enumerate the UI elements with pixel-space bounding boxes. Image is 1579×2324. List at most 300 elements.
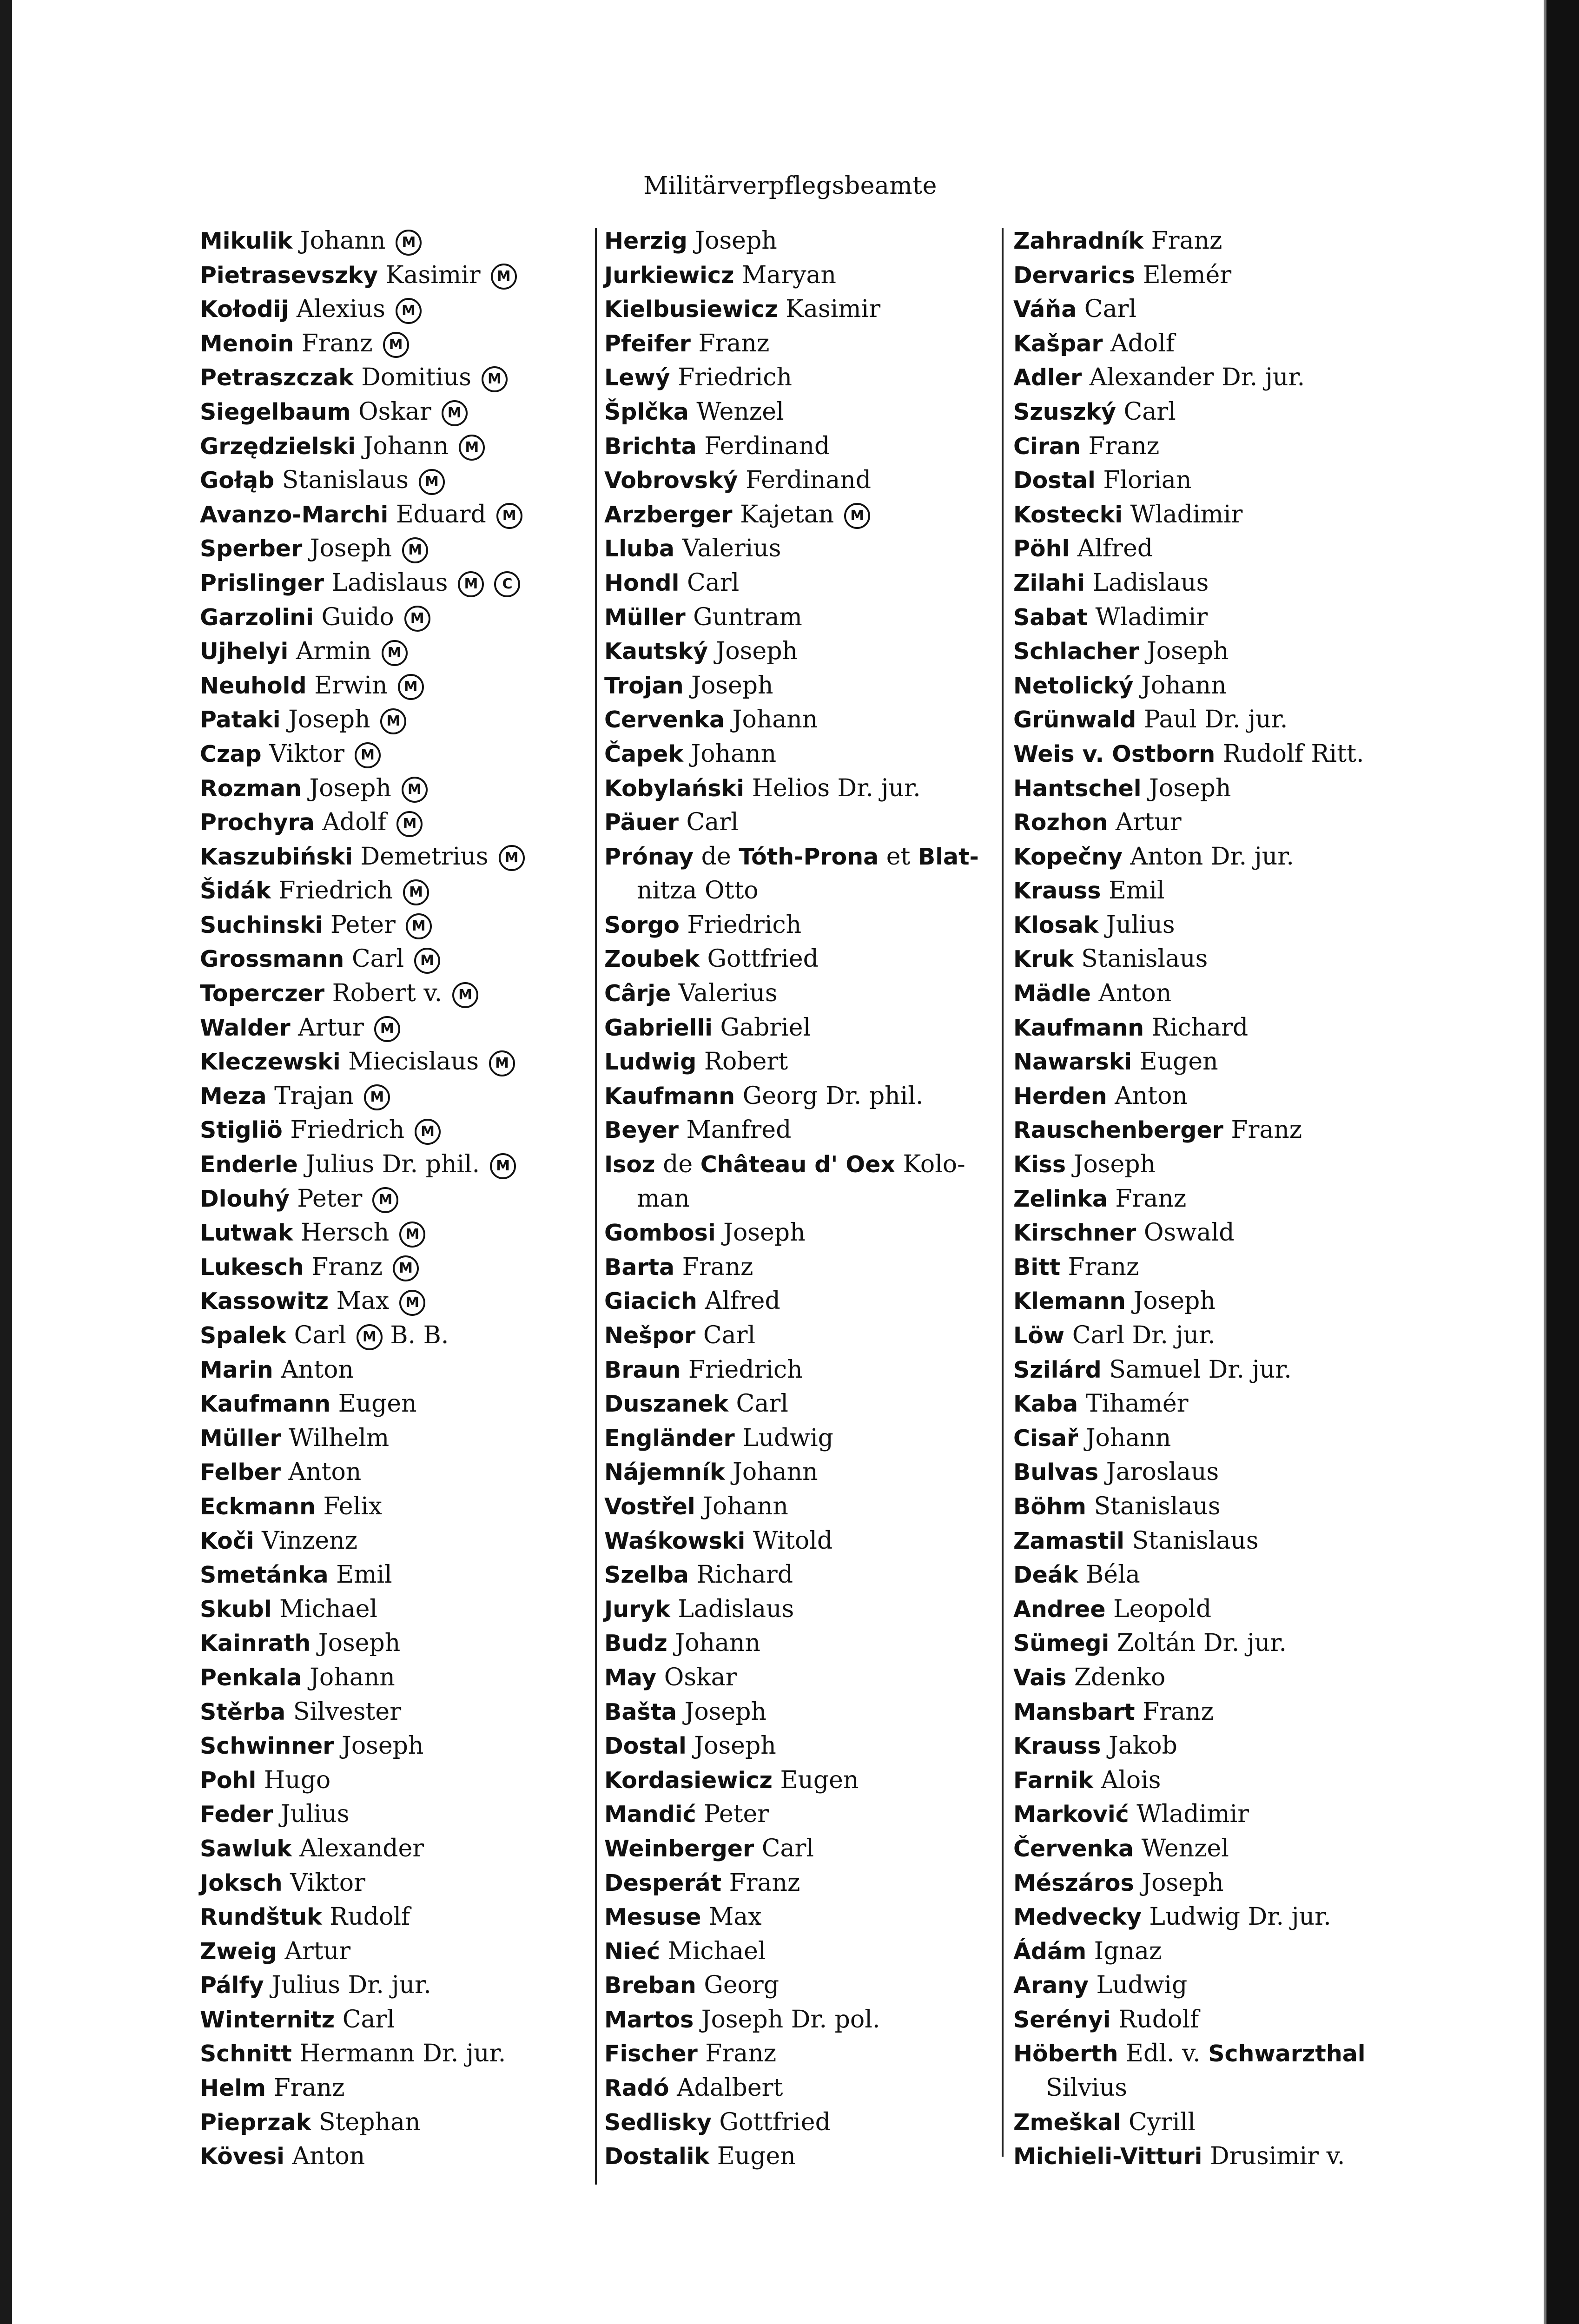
surname: Bulvas (1013, 1459, 1099, 1486)
list-entry (200, 1763, 600, 1798)
given-name: Ferdinand (704, 432, 830, 460)
given-name: Valerius (682, 535, 781, 563)
given-name: Miecislaus (348, 1048, 479, 1076)
given-name: Helios Dr. jur. (752, 774, 921, 802)
list-entry (200, 1524, 600, 1558)
list-entry (1013, 1490, 1432, 1524)
surname: Hantschel (1013, 775, 1142, 802)
list-entry (200, 224, 600, 258)
given-name: Franz (705, 2040, 777, 2068)
list-entry (604, 2071, 1004, 2106)
surname: Rauschenberger (1013, 1117, 1223, 1144)
list-entry (200, 498, 600, 532)
list-entry (200, 361, 600, 395)
given-name: Elemér (1143, 261, 1232, 289)
surname: Jurkiewicz (604, 262, 734, 289)
surname: Skubl (200, 1596, 272, 1623)
given-name: Carl (1123, 397, 1176, 426)
list-entry (200, 463, 600, 498)
given-name: Joseph (1146, 637, 1229, 666)
list-entry (1013, 772, 1432, 806)
given-name: Anton (292, 2142, 365, 2171)
list-entry (1013, 566, 1432, 601)
surname: Neuhold (200, 672, 307, 699)
list-entry (200, 601, 600, 635)
given-name: Johann (732, 706, 818, 734)
list-entry (200, 1387, 600, 1421)
surname: Blat- (918, 843, 979, 870)
surname: Meza (200, 1083, 267, 1109)
given-name: Kasimir (786, 295, 881, 324)
given-name: Franz (1151, 227, 1222, 255)
given-name: Carl (1084, 295, 1137, 324)
circled-m-icon: M (415, 1119, 441, 1145)
surname: Bašta (604, 1698, 677, 1725)
surname: Prónay (604, 843, 694, 870)
given-name: Johann (703, 1492, 788, 1520)
given-name: Adalbert (677, 2074, 783, 2102)
circled-m-icon: M (364, 1084, 390, 1110)
surname: Herzig (604, 228, 687, 254)
list-entry (604, 1455, 1004, 1490)
given-name: Joseph (309, 774, 391, 802)
surname: Böhm (1013, 1493, 1086, 1520)
list-entry (200, 2071, 600, 2106)
surname: Päuer (604, 809, 679, 836)
surname: Menoin (200, 330, 294, 357)
given-name: Oswald (1143, 1219, 1235, 1247)
surname: Deák (1013, 1562, 1078, 1589)
given-name: Oskar (358, 397, 431, 426)
list-entry (200, 532, 600, 566)
given-name: Carl (736, 1390, 788, 1418)
list-entry (1013, 840, 1432, 874)
list-entry (604, 601, 1004, 635)
circled-m-icon: M (372, 1187, 398, 1213)
list-entry (1013, 1968, 1432, 2003)
list-entry (200, 1797, 600, 1832)
list-entry (200, 1319, 600, 1353)
given-name: Johann (363, 432, 449, 460)
list-entry (1013, 669, 1432, 703)
given-name: Eugen (780, 1766, 859, 1794)
surname: Schwarzthal (1208, 2040, 1366, 2067)
list-entry (1013, 1592, 1432, 1627)
list-entry (604, 1284, 1004, 1319)
list-entry (604, 1797, 1004, 1832)
surname: Mikulik (200, 228, 293, 254)
list-entry (604, 1148, 1004, 1216)
surname: Eckmann (200, 1493, 316, 1520)
list-entry (200, 1866, 600, 1901)
given-name: Johann (1085, 1424, 1171, 1452)
given-name: Anton Dr. jur. (1130, 842, 1294, 871)
surname: Kordasiewicz (604, 1767, 773, 1794)
surname: Siegelbaum (200, 398, 351, 425)
given-name: Carl Dr. jur. (1072, 1321, 1216, 1349)
given-name: Ludwig (1096, 1971, 1188, 2000)
list-entry (200, 1968, 600, 2003)
given-name: Ferdinand (745, 466, 872, 495)
list-entry (200, 1592, 600, 1627)
surname: Kostecki (1013, 501, 1123, 528)
circled-m-icon: M (406, 913, 432, 939)
circled-m-icon: M (374, 1016, 400, 1042)
list-entry (1013, 292, 1432, 327)
list-entry (1013, 634, 1432, 669)
given-name: Eugen (1139, 1048, 1218, 1076)
surname: Gołąb (200, 467, 275, 494)
surname: Pietrasevszky (200, 262, 378, 289)
surname: Château d' Oex (700, 1151, 895, 1178)
list-entry (604, 1729, 1004, 1763)
surname: Bitt (1013, 1254, 1060, 1281)
list-entry (1013, 1353, 1432, 1387)
given-name: Friedrich (687, 911, 802, 939)
surname: Schnitt (200, 2040, 292, 2067)
surname: Sorgo (604, 911, 680, 938)
list-entry (1013, 1421, 1432, 1456)
given-name: Florian (1103, 466, 1192, 495)
surname: Grzędzielski (200, 433, 356, 460)
surname: Arzberger (604, 501, 733, 528)
given-name: Joseph (684, 1697, 766, 1726)
surname: Dostalik (604, 2143, 710, 2170)
given-name: Zdenko (1074, 1663, 1166, 1691)
list-entry (200, 1421, 600, 1456)
given-name: Julius Dr. phil. (305, 1150, 480, 1179)
surname: Šplčka (604, 398, 689, 425)
surname: Gombosi (604, 1220, 716, 1247)
surname: Walder (200, 1014, 291, 1041)
surname: Marin (200, 1356, 273, 1383)
given-name: Anton (1115, 1082, 1188, 1110)
list-entry (604, 1661, 1004, 1695)
given-name: Alexander Dr. jur. (1089, 363, 1305, 392)
list-entry (200, 1284, 600, 1319)
name-part: de (701, 842, 731, 871)
given-name: Ignaz (1094, 1937, 1162, 1965)
given-name: Joseph (691, 671, 773, 700)
given-name: Alfred (705, 1287, 780, 1315)
surname: Lutwak (200, 1220, 293, 1247)
given-name: Friedrich (688, 1355, 803, 1384)
list-entry (200, 1182, 600, 1216)
list-entry (200, 327, 600, 361)
surname: Smetánka (200, 1562, 329, 1589)
given-name: Johann (691, 739, 777, 768)
list-entry (200, 1490, 600, 1524)
surname: Kielbusiewicz (604, 296, 778, 323)
given-name: Robert v. (332, 979, 443, 1008)
list-entry (200, 805, 600, 840)
given-name: Franz (273, 2074, 345, 2102)
surname: Isoz (604, 1151, 655, 1178)
surname: Joksch (200, 1869, 283, 1896)
given-name: Friedrich (278, 877, 393, 905)
list-entry (200, 258, 600, 293)
given-name: Eugen (717, 2142, 796, 2171)
name-part: et (886, 842, 911, 871)
list-entry (1013, 395, 1432, 429)
given-name: Armin (296, 637, 371, 666)
given-name: Stephan (318, 2108, 421, 2136)
list-entry (604, 1968, 1004, 2003)
given-name: Silvester (293, 1697, 402, 1726)
surname: Zelinka (1013, 1185, 1108, 1212)
surname: Koči (200, 1527, 254, 1554)
given-name: Domitius (361, 363, 471, 392)
surname: Czap (200, 740, 262, 767)
surname: Spalek (200, 1322, 287, 1349)
given-name: Erwin (314, 671, 388, 700)
given-name: Valerius (678, 979, 778, 1008)
given-name: Johann (300, 227, 386, 255)
surname: Kaufmann (1013, 1014, 1144, 1041)
given-name: Adolf (1110, 329, 1175, 357)
list-entry (200, 1558, 600, 1592)
surname: Vostřel (604, 1493, 695, 1520)
list-entry (604, 1079, 1004, 1114)
surname: Lluba (604, 535, 675, 562)
given-name: Alexius (296, 295, 385, 324)
surname: Garzolini (200, 604, 314, 631)
given-name: Manfred (686, 1116, 792, 1144)
surname: Michieli-Vitturi (1013, 2143, 1202, 2170)
list-entry (604, 327, 1004, 361)
given-name: Vinzenz (262, 1526, 357, 1555)
list-entry (604, 2106, 1004, 2140)
list-entry (604, 634, 1004, 669)
given-name: Emil (1108, 877, 1165, 905)
surname: Prislinger (200, 569, 324, 596)
surname: Weinberger (604, 1835, 754, 1862)
list-entry (604, 463, 1004, 498)
list-entry (604, 1934, 1004, 1969)
surname: Trojan (604, 672, 684, 699)
list-entry (1013, 498, 1432, 532)
list-entry (200, 1729, 600, 1763)
surname: Szuszký (1013, 398, 1116, 425)
list-entry (1013, 1045, 1432, 1079)
surname: Nešpor (604, 1322, 696, 1349)
surname: Zahradník (1013, 228, 1144, 254)
circled-m-icon: M (459, 435, 485, 461)
list-entry (200, 908, 600, 943)
circled-m-icon: M (399, 1221, 425, 1248)
surname: Prochyra (200, 809, 315, 836)
surname: Avanzo-Marchi (200, 501, 389, 528)
surname: Ádám (1013, 1938, 1087, 1965)
surname: Mansbart (1013, 1698, 1135, 1725)
circled-m-icon: M (383, 332, 409, 358)
given-name: Eugen (338, 1390, 417, 1418)
surname: Pataki (200, 706, 281, 733)
list-entry (604, 1011, 1004, 1045)
given-name: Franz (1068, 1253, 1139, 1281)
list-entry (200, 1832, 600, 1866)
given-name: Johann (310, 1663, 395, 1691)
list-entry (1013, 1934, 1432, 1969)
surname: Vobrovský (604, 467, 738, 494)
circled-m-icon: M (398, 674, 424, 700)
given-name: Leopold (1113, 1595, 1212, 1623)
list-entry (1013, 1524, 1432, 1558)
circled-m-icon: M (357, 1324, 383, 1350)
given-name: Stanislaus (1094, 1492, 1221, 1520)
surname: Kołodij (200, 296, 289, 323)
list-entry (1013, 1182, 1432, 1216)
given-name: Peter (297, 1184, 363, 1213)
list-entry (604, 908, 1004, 943)
given-name: Peter (330, 911, 396, 939)
surname: Arany (1013, 1972, 1089, 1999)
given-name: Felix (323, 1492, 383, 1520)
surname: Waśkowski (604, 1527, 746, 1554)
circled-m-icon: M (403, 879, 429, 905)
list-entry (1013, 361, 1432, 395)
given-name: Joseph (694, 1732, 776, 1760)
list-entry (604, 2139, 1004, 2174)
entry-continuation: man (637, 1184, 690, 1213)
list-entry (200, 874, 600, 908)
surname: Pfeifer (604, 330, 691, 357)
given-name: Paul Dr. jur. (1143, 706, 1288, 734)
given-name: Joseph Dr. pol. (701, 2005, 880, 2034)
given-name: Adolf (322, 808, 387, 837)
circled-m-icon: M (404, 606, 430, 632)
given-name: Oskar (664, 1663, 737, 1691)
given-name: Friedrich (678, 363, 792, 392)
given-name: Julius Dr. jur. (271, 1971, 431, 2000)
list-entry (200, 840, 600, 874)
list-entry (1013, 1319, 1432, 1353)
list-entry (604, 429, 1004, 464)
given-name: Trajan (274, 1082, 354, 1110)
given-name: Franz (682, 1253, 753, 1281)
given-name: Béla (1086, 1561, 1140, 1589)
surname: Zilahi (1013, 569, 1085, 596)
given-name: Joseph (288, 706, 370, 734)
list-entry (1013, 703, 1432, 737)
list-entry (1013, 1763, 1432, 1798)
surname: Mészáros (1013, 1869, 1134, 1896)
given-name: Jakob (1108, 1732, 1177, 1760)
surname: Rundštuk (200, 1904, 322, 1931)
surname: Fischer (604, 2040, 698, 2067)
surname: Müller (604, 604, 686, 631)
surname: Mandić (604, 1801, 696, 1828)
surname: Farnik (1013, 1767, 1094, 1794)
circled-m-icon: M (402, 777, 428, 803)
surname: Kaszubiński (200, 843, 353, 870)
surname: Červenka (1013, 1835, 1134, 1862)
list-entry (604, 1626, 1004, 1661)
list-entry (200, 1661, 600, 1695)
list-entry (200, 669, 600, 703)
list-entry (1013, 2003, 1432, 2037)
given-name: Cyrill (1128, 2108, 1196, 2136)
circled-m-icon: M (399, 1290, 425, 1316)
list-entry (1013, 737, 1432, 772)
circled-m-icon: M (414, 948, 440, 974)
given-name: Wilhelm (289, 1424, 390, 1452)
surname: Kautský (604, 638, 708, 665)
surname: Váňa (1013, 296, 1077, 323)
circled-m-icon: M (458, 571, 484, 597)
list-entry (604, 224, 1004, 258)
surname: Dervarics (1013, 262, 1136, 289)
given-name: Joseph (310, 535, 392, 563)
surname: Šidák (200, 878, 271, 905)
surname: Zamastil (1013, 1527, 1124, 1554)
surname: Szelba (604, 1562, 689, 1589)
surname: Klosak (1013, 911, 1099, 938)
surname: Gabrielli (604, 1014, 713, 1041)
given-name: Viktor (290, 1868, 365, 1897)
list-entry (1013, 1661, 1432, 1695)
surname: Čapek (604, 740, 683, 767)
list-entry (200, 772, 600, 806)
surname: Serényi (1013, 2006, 1111, 2033)
given-name: Franz (311, 1253, 383, 1281)
name-part: de (663, 1150, 693, 1179)
surname: Rozhon (1013, 809, 1108, 836)
given-name: Guido (321, 603, 394, 631)
given-name: Julius (280, 1800, 350, 1829)
given-name: Kasimir (385, 261, 481, 289)
list-entry (604, 1558, 1004, 1592)
list-entry (604, 669, 1004, 703)
list-entry (200, 1011, 600, 1045)
given-name: Hermann Dr. jur. (299, 2040, 506, 2068)
list-entry (1013, 1866, 1432, 1901)
list-entry (604, 1353, 1004, 1387)
list-entry (200, 1353, 600, 1387)
page-title: Militärverpflegsbeamte (643, 172, 937, 200)
given-name: Gabriel (720, 1013, 811, 1042)
list-entry (200, 977, 600, 1011)
name-column-2 (604, 224, 1004, 2174)
list-entry (1013, 2106, 1432, 2140)
list-entry (1013, 1079, 1432, 1114)
given-name: Joseph (1142, 1868, 1224, 1897)
list-entry (604, 1866, 1004, 1901)
given-name: Zoltán Dr. jur. (1117, 1629, 1287, 1657)
list-entry (1013, 1113, 1432, 1148)
list-entry (604, 703, 1004, 737)
given-name: Stanislaus (282, 466, 409, 495)
surname: Duszanek (604, 1391, 729, 1418)
surname: Kaufmann (200, 1391, 331, 1418)
surname: Grossmann (200, 946, 344, 973)
list-entry (200, 703, 600, 737)
circled-m-icon: M (490, 1153, 516, 1179)
circled-m-icon: M (482, 366, 508, 392)
given-name: Anton (281, 1355, 354, 1384)
given-name: Alois (1101, 1766, 1161, 1794)
given-name: Max (336, 1287, 390, 1315)
list-entry (604, 805, 1004, 840)
list-entry (200, 1079, 600, 1114)
list-entry (604, 1045, 1004, 1079)
surname: Cisař (1013, 1425, 1078, 1452)
list-entry (604, 1832, 1004, 1866)
list-entry (604, 1250, 1004, 1285)
given-name: Wladimir (1136, 1800, 1249, 1829)
surname: Marković (1013, 1801, 1129, 1828)
name-part: Edl. v. (1125, 2040, 1201, 2068)
